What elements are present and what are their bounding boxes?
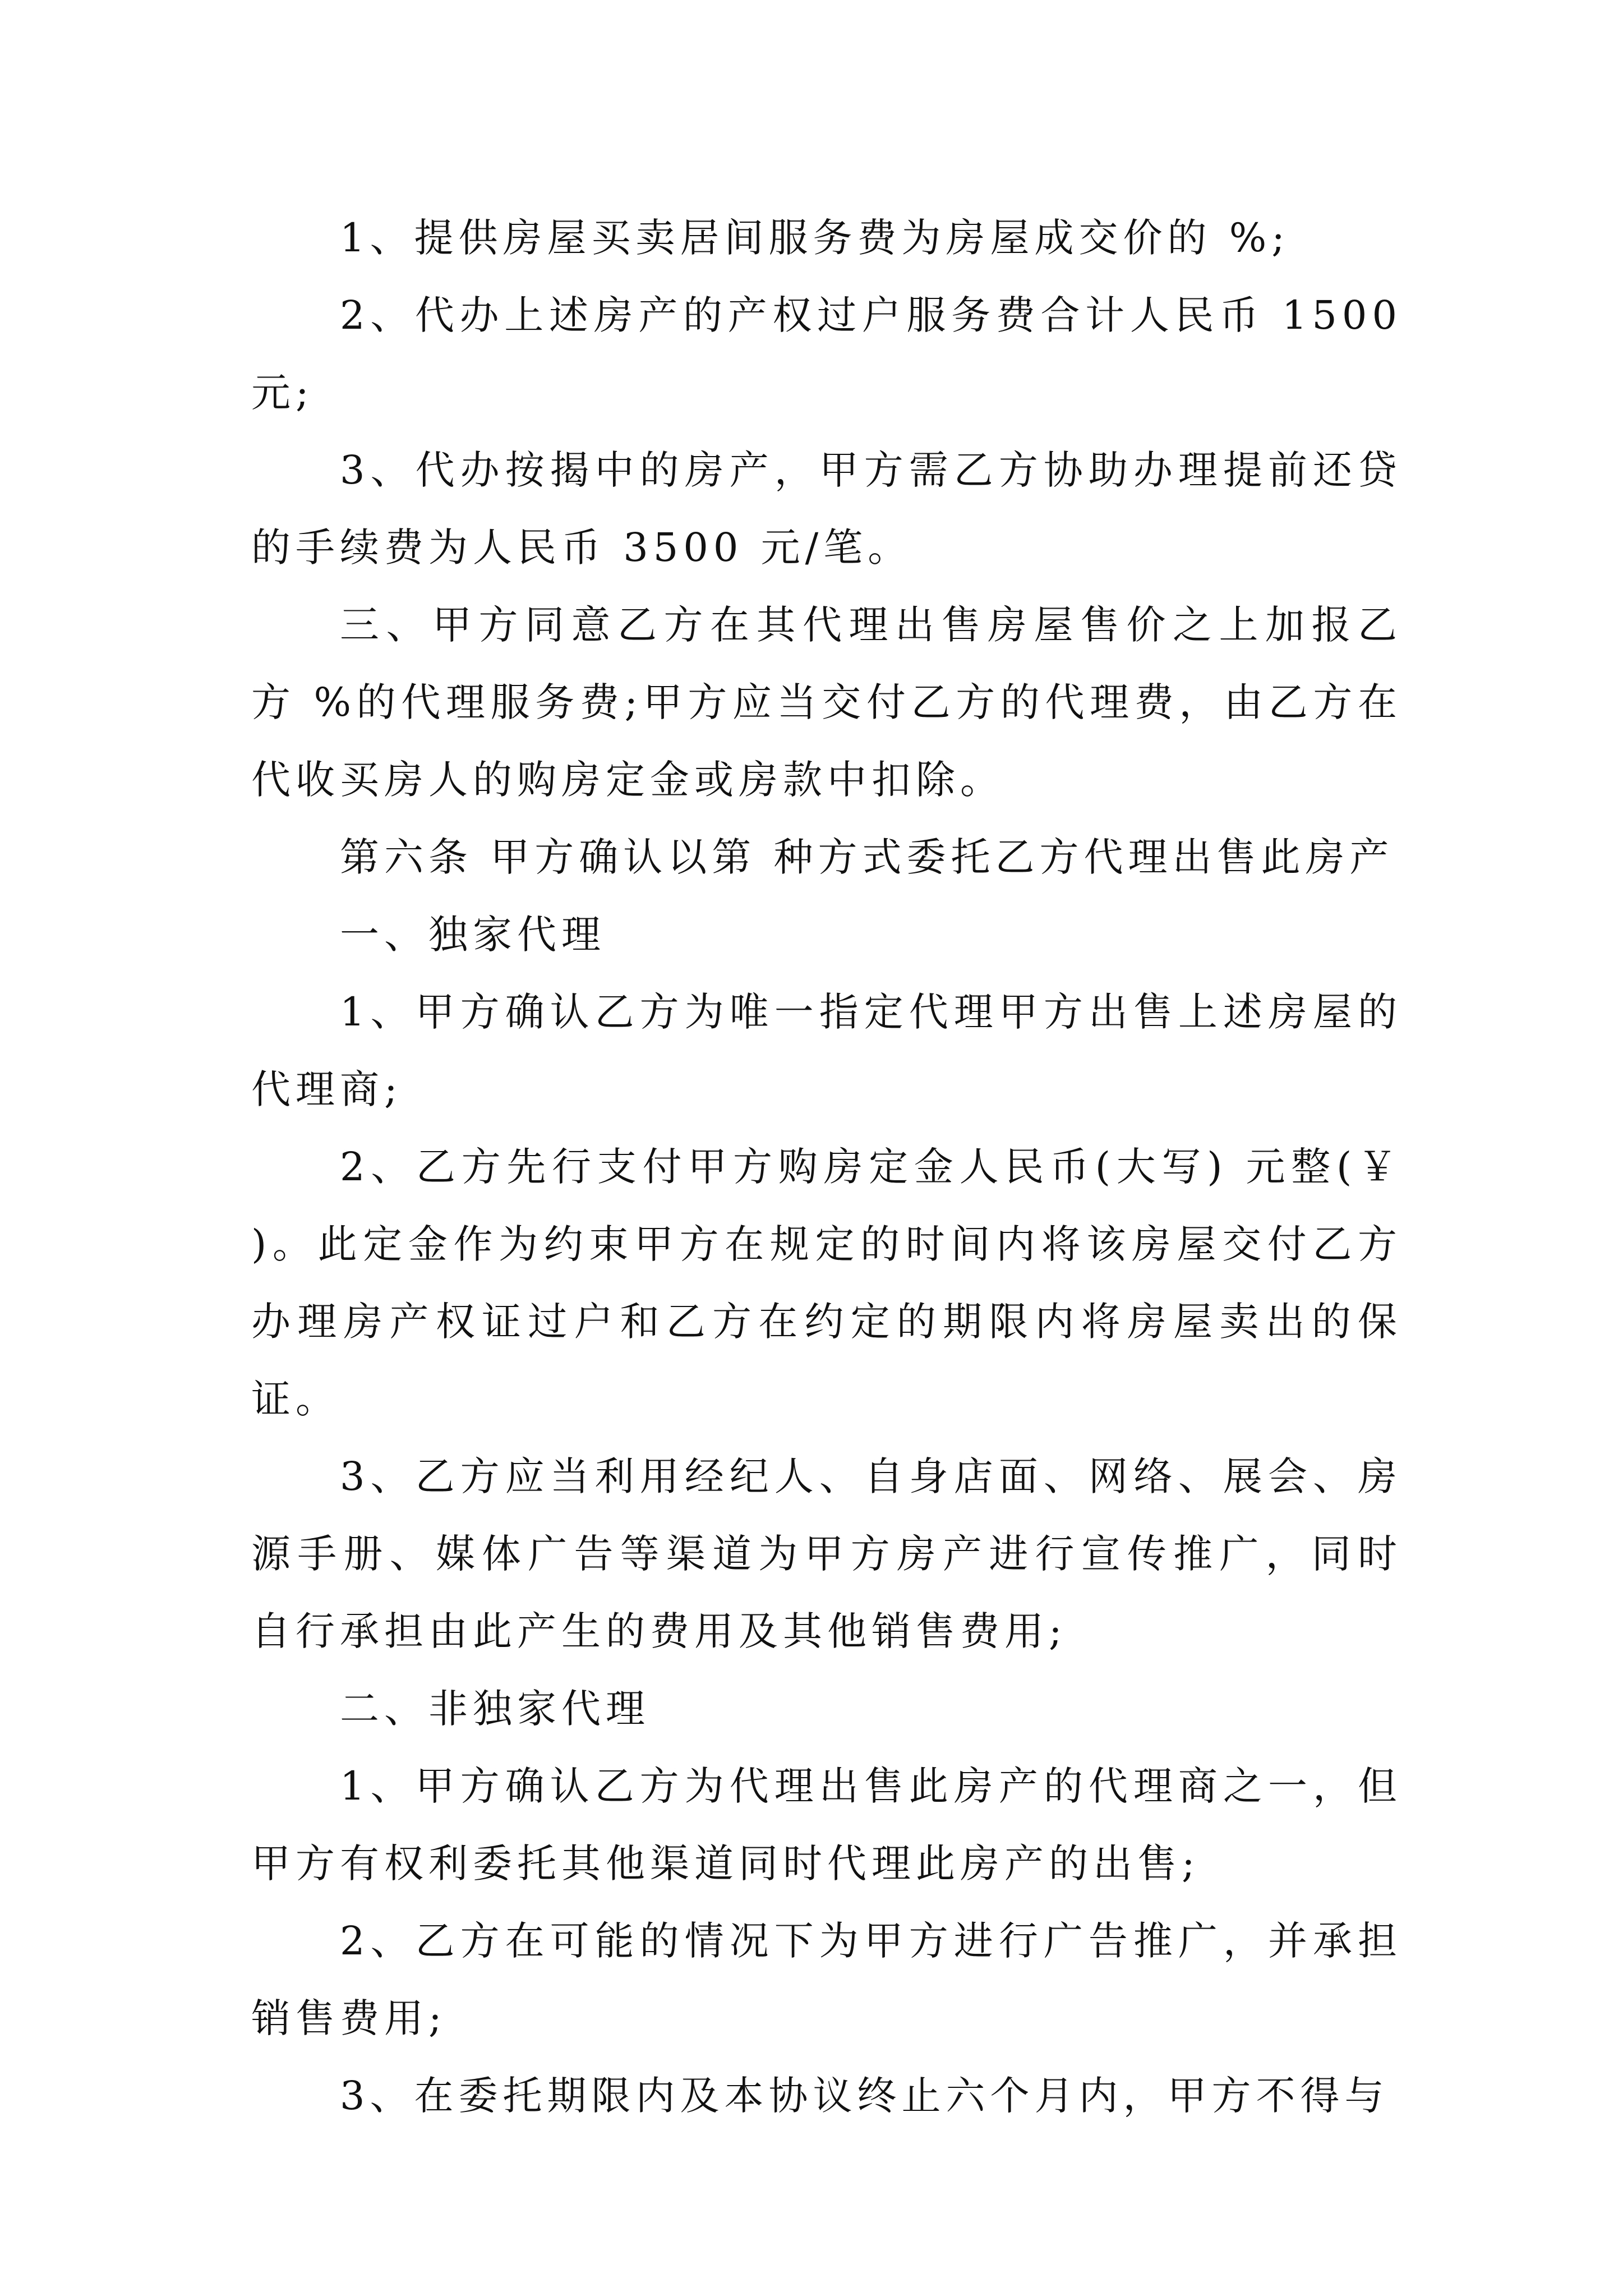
paragraph-repayment-fee: 3、代办按揭中的房产，甲方需乙方协助办理提前还贷的手续费为人民币 3500 元/笔。 [251,447,1402,570]
document-body [251,199,1402,2134]
paragraph-article-six: 第六条 甲方确认以第 种方式委托乙方代理出售此房产 [340,834,1394,880]
paragraph-exclusive-item-2: 2、乙方先行支付甲方购房定金人民币(大写) 元整(￥ )。此定金作为约束甲方在规定的时间内将该房屋交付乙方办理房产权证过户和乙方在约定的期限内将房屋卖出的保证。 [251,1144,1402,1422]
paragraph-non-exclusive-item-3: 3、在委托期限内及本协议终止六个月内，甲方不得与 [340,2073,1389,2119]
paragraph-non-exclusive-item-2: 2、乙方在可能的情况下为甲方进行广告推广，并承担销售费用; [251,1918,1402,2041]
heading-exclusive-agency: 一、独家代理 [340,912,606,958]
paragraph-clause-three: 三、甲方同意乙方在其代理出售房屋售价之上加报乙方 %的代理服务费;甲方应当交付乙方的代理费，由乙方在代收买房人的购房定金或房款中扣除。 [251,602,1402,803]
paragraph-exclusive-item-1: 1、甲方确认乙方为唯一指定代理甲方出售上述房屋的代理商; [251,989,1402,1112]
paragraph-exclusive-item-3: 3、乙方应当利用经纪人、自身店面、网络、展会、房源手册、媒体广告等渠道为甲方房产进行宣传推广，同时自行承担由此产生的费用及其他销售费用; [251,1453,1402,1654]
paragraph-fee-percentage: 1、提供房屋买卖居间服务费为房屋成交价的 %; [340,215,1290,261]
paragraph-transfer-fee: 2、代办上述房产的产权过户服务费合计人民币 1500 元; [251,292,1402,416]
paragraph-non-exclusive-item-1: 1、甲方确认乙方为代理出售此房产的代理商之一，但甲方有权利委托其他渠道同时代理此房产的出售; [251,1763,1402,1887]
heading-non-exclusive-agency: 二、非独家代理 [340,1686,650,1732]
